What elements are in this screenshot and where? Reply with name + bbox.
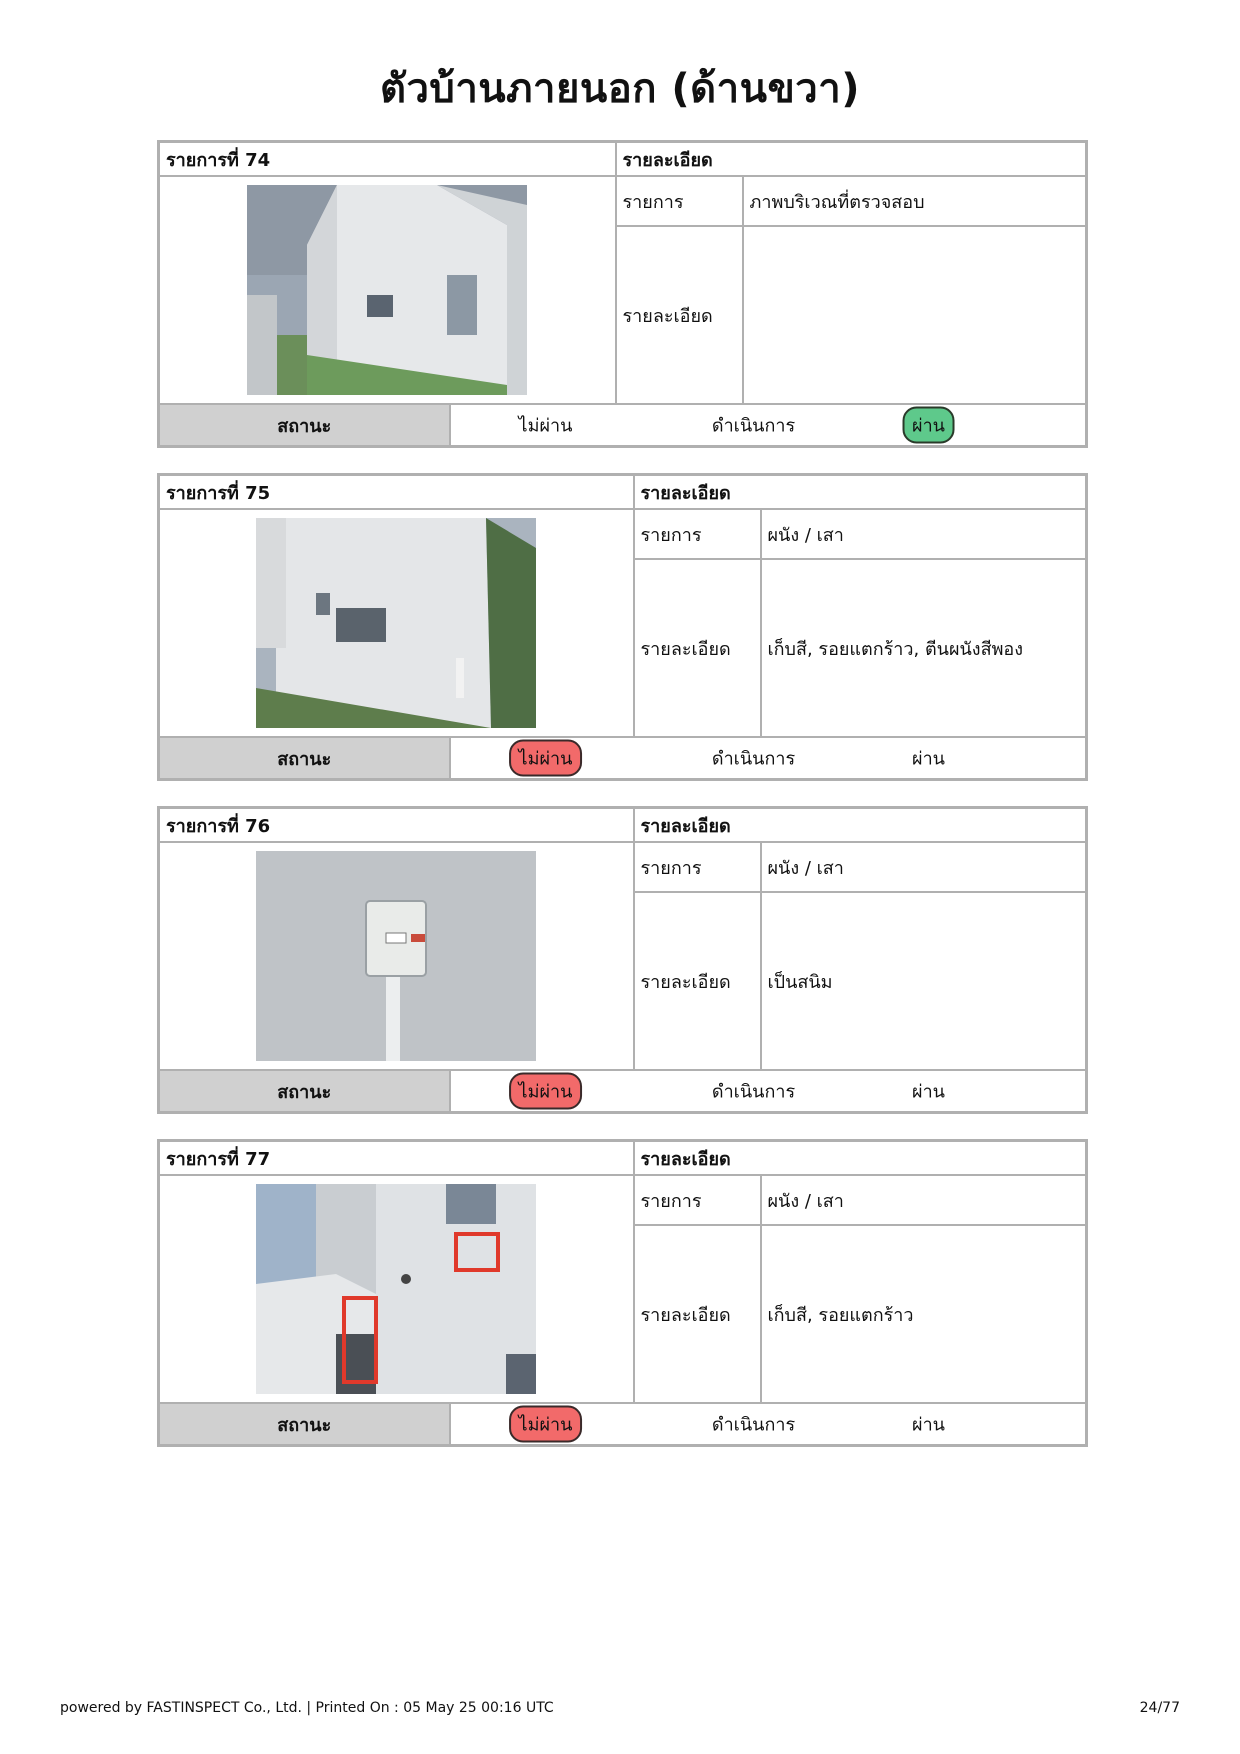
inspection-item-77 <box>157 1139 1088 1447</box>
page-number: 24/77 <box>1139 1700 1180 1716</box>
item-number: รายการที่ 75 <box>159 475 634 510</box>
detail-header: รายละเอียด <box>634 475 1087 510</box>
status-fail-option[interactable]: ไม่ผ่าน <box>518 415 573 437</box>
status-options <box>450 1403 1087 1446</box>
item-value: ภาพบริเวณที่ตรวจสอบ <box>743 176 1087 226</box>
item-label: รายการ <box>616 176 743 226</box>
item-label: รายการ <box>634 1175 761 1225</box>
item-number: รายการที่ 76 <box>159 808 634 843</box>
inspection-photo <box>256 1184 536 1394</box>
status-fail-option-selected[interactable]: ไม่ผ่าน <box>509 1406 583 1443</box>
status-pass-option-selected[interactable]: ผ่าน <box>902 407 955 444</box>
item-value: ผนัง / เสา <box>761 842 1087 892</box>
footer-printed-info: powered by FASTINSPECT Co., Ltd. | Printed On : 05 May 25 00:16 UTC <box>60 1700 554 1716</box>
detail-value: เป็นสนิม <box>761 892 1087 1070</box>
status-fail-option-selected[interactable]: ไม่ผ่าน <box>509 1073 583 1110</box>
inspection-item-75 <box>157 473 1088 781</box>
item-number: รายการที่ 74 <box>159 142 616 177</box>
status-in-progress-option[interactable]: ดำเนินการ <box>711 415 796 437</box>
defect-marker-2 <box>342 1296 378 1384</box>
status-options <box>450 404 1087 447</box>
detail-label: รายละเอียด <box>616 226 743 404</box>
page-title: ตัวบ้านภายนอก (ด้านขวา) <box>379 66 861 112</box>
detail-header: รายละเอียด <box>634 808 1087 843</box>
item-value: ผนัง / เสา <box>761 1175 1087 1225</box>
detail-value: เก็บสี, รอยแตกร้าว, ตีนผนังสีพอง <box>761 559 1087 737</box>
item-number: รายการที่ 77 <box>159 1141 634 1176</box>
inspection-item-74 <box>157 140 1088 448</box>
status-fail-option-selected[interactable]: ไม่ผ่าน <box>509 740 583 777</box>
detail-header: รายละเอียด <box>616 142 1087 177</box>
status-label: สถานะ <box>159 1403 450 1446</box>
detail-label: รายละเอียด <box>634 1225 761 1403</box>
status-label: สถานะ <box>159 404 450 447</box>
inspection-item-76 <box>157 806 1088 1114</box>
item-value: ผนัง / เสา <box>761 509 1087 559</box>
status-label: สถานะ <box>159 1070 450 1113</box>
defect-marker-1 <box>454 1232 500 1272</box>
status-in-progress-option[interactable]: ดำเนินการ <box>711 748 796 770</box>
item-label: รายการ <box>634 842 761 892</box>
status-pass-option[interactable]: ผ่าน <box>912 748 945 770</box>
status-pass-option[interactable]: ผ่าน <box>912 1081 945 1103</box>
status-options <box>450 737 1087 780</box>
inspection-photo <box>256 518 536 728</box>
detail-header: รายละเอียด <box>634 1141 1087 1176</box>
detail-label: รายละเอียด <box>634 892 761 1070</box>
status-in-progress-option[interactable]: ดำเนินการ <box>711 1414 796 1436</box>
detail-label: รายละเอียด <box>634 559 761 737</box>
status-options <box>450 1070 1087 1113</box>
detail-value: เก็บสี, รอยแตกร้าว <box>761 1225 1087 1403</box>
status-pass-option[interactable]: ผ่าน <box>912 1414 945 1436</box>
detail-value <box>743 226 1087 404</box>
inspection-photo <box>247 185 527 395</box>
status-label: สถานะ <box>159 737 450 780</box>
item-label: รายการ <box>634 509 761 559</box>
status-in-progress-option[interactable]: ดำเนินการ <box>711 1081 796 1103</box>
inspection-photo <box>256 851 536 1061</box>
